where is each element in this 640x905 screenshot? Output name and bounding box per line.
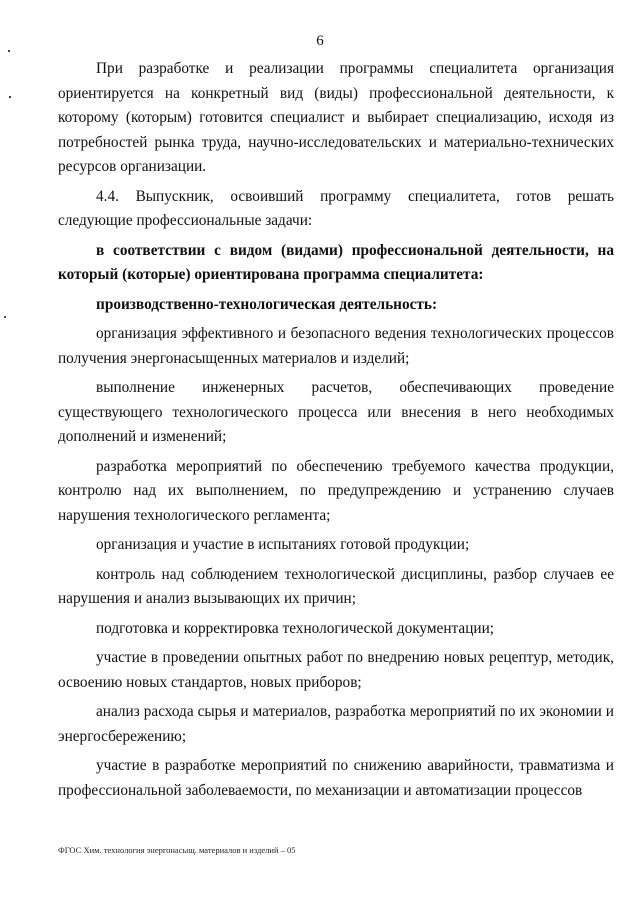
list-item: выполнение инженерных расчетов, обеспечивающих проведение существующего технологического процесса или внесения в него необходимых дополнений и изменений; xyxy=(58,379,614,445)
list-item: подготовка и корректировка технологической документации; xyxy=(96,619,495,637)
document-footer: ФГОС Хим. технология энергонасыщ. материалов и изделий – 05 xyxy=(58,845,296,855)
list-item: участие в разработке мероприятий по снижению аварийности, травматизма и профессиональной заболеваемости, по механизации и автоматизации процессов xyxy=(58,757,614,799)
scan-dot xyxy=(8,50,10,52)
list-item: контроль над соблюдением технологической дисциплины, разбор случаев ее нарушения и анализ вызывающих их причин; xyxy=(58,565,614,607)
paragraph: При разработке и реализации программы специалитета организация ориентируется на конкретный вид (виды) профессиональной деятельности, к которому (которым) готовится специалист и выбирает специализацию, исходя из потребностей рынка труда, научно-исследовательских и материально-технических ресурсов организации. xyxy=(58,60,614,175)
section-heading: производственно-технологическая деятельность: xyxy=(96,295,438,313)
scan-dot xyxy=(9,96,11,98)
document-body xyxy=(58,57,614,808)
list-item: участие в проведении опытных работ по внедрению новых рецептур, методик, освоению новых стандартов, новых приборов; xyxy=(58,649,614,691)
list-item: анализ расхода сырья и материалов, разработка мероприятий по их экономии и энергосбережению; xyxy=(58,703,614,745)
list-item: организация и участие в испытаниях готовой продукции; xyxy=(96,536,470,553)
paragraph-heading: в соответствии с видом (видами) профессиональной деятельности, на который (которые) ориентирована программа специалитета: xyxy=(58,241,614,283)
list-item: разработка мероприятий по обеспечению требуемого качества продукции, контролю над их выполнением, по предупреждению и устранению случаев нарушения технологического регламента; xyxy=(58,457,614,524)
scan-dot xyxy=(4,316,6,318)
page-number: 6 xyxy=(316,33,324,49)
paragraph: 4.4. Выпускник, освоивший программу специалитета, готов решать следующие профессиональные задачи: xyxy=(58,187,614,229)
list-item: организация эффективного и безопасного ведения технологических процессов получения энергонасыщенных материалов и изделий; xyxy=(58,325,614,367)
